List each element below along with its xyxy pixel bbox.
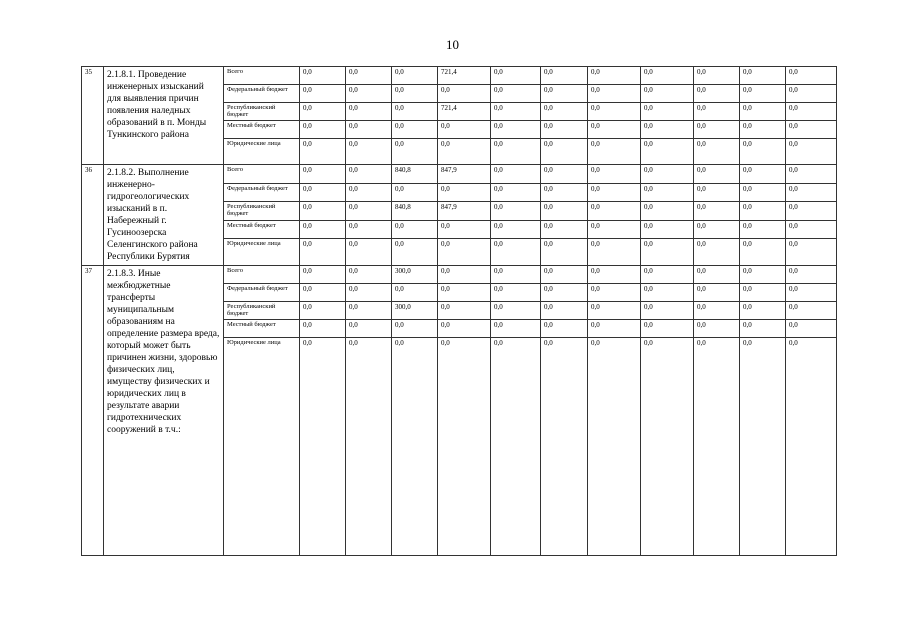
value-cell: 0,0 [641,266,694,284]
value-cell: 0,0 [491,165,541,184]
value-cell: 847,9 [438,202,491,221]
value-cell: 0,0 [740,284,786,302]
value-cell: 0,0 [740,165,786,184]
measure-name: 2.1.8.2. Выполнение инженерно-гидрогеологических изысканий в п. Набережный г. Гусиноозерска Селенгинского района Республики Бурятия [104,165,224,266]
value-cell: 0,0 [786,183,837,202]
value-cell: 0,0 [694,85,740,103]
value-cell: 0,0 [300,85,346,103]
value-cell: 0,0 [694,338,740,556]
value-cell: 0,0 [786,239,837,266]
value-cell: 0,0 [346,302,392,320]
value-cell: 0,0 [491,302,541,320]
value-cell: 0,0 [346,67,392,85]
value-cell: 0,0 [346,139,392,165]
table-row [82,266,837,284]
value-cell: 0,0 [541,139,588,165]
measure-name: 2.1.8.3. Иные межбюджетные трансферты муниципальным образованиям на определение размера вреда, который может быть причинен жизни, здоровью физических лиц, имуществу физических и юридических лиц в результате аварии гидротехнических сооружений в т.ч.: [104,266,224,556]
value-cell: 0,0 [786,103,837,121]
value-cell: 0,0 [786,338,837,556]
value-cell: 0,0 [641,165,694,184]
value-cell: 0,0 [300,239,346,266]
value-cell: 840,8 [392,165,438,184]
value-cell: 0,0 [491,320,541,338]
value-cell: 0,0 [491,284,541,302]
value-cell: 0,0 [694,202,740,221]
funding-source: Юридические лица [224,239,300,266]
value-cell: 0,0 [786,320,837,338]
value-cell: 721,4 [438,67,491,85]
value-cell: 0,0 [346,320,392,338]
value-cell: 0,0 [541,202,588,221]
value-cell: 0,0 [438,239,491,266]
value-cell: 0,0 [740,338,786,556]
value-cell: 0,0 [588,67,641,85]
value-cell: 0,0 [740,266,786,284]
value-cell: 0,0 [300,139,346,165]
value-cell: 0,0 [392,85,438,103]
funding-source: Всего [224,67,300,85]
value-cell: 0,0 [438,338,491,556]
value-cell: 0,0 [641,220,694,239]
value-cell: 0,0 [541,302,588,320]
value-cell: 0,0 [641,139,694,165]
row-number: 35 [82,67,104,165]
value-cell: 0,0 [346,165,392,184]
value-cell: 0,0 [694,320,740,338]
funding-source: Республиканский бюджет [224,302,300,320]
value-cell: 721,4 [438,103,491,121]
value-cell: 0,0 [491,183,541,202]
value-cell: 0,0 [786,202,837,221]
value-cell: 0,0 [541,284,588,302]
value-cell: 0,0 [491,338,541,556]
value-cell: 0,0 [541,220,588,239]
value-cell: 0,0 [300,183,346,202]
value-cell: 0,0 [491,202,541,221]
value-cell: 0,0 [346,85,392,103]
value-cell: 0,0 [392,183,438,202]
value-cell: 0,0 [588,103,641,121]
value-cell: 0,0 [786,165,837,184]
value-cell: 0,0 [740,139,786,165]
value-cell: 0,0 [491,239,541,266]
value-cell: 0,0 [740,220,786,239]
value-cell: 0,0 [588,302,641,320]
value-cell: 0,0 [438,302,491,320]
value-cell: 0,0 [740,320,786,338]
value-cell: 0,0 [300,284,346,302]
value-cell: 0,0 [346,202,392,221]
funding-source: Юридические лица [224,139,300,165]
value-cell: 0,0 [641,320,694,338]
value-cell: 0,0 [641,284,694,302]
value-cell: 0,0 [392,320,438,338]
value-cell: 0,0 [740,103,786,121]
value-cell: 0,0 [641,103,694,121]
value-cell: 0,0 [438,320,491,338]
value-cell: 0,0 [438,139,491,165]
value-cell: 0,0 [392,239,438,266]
value-cell: 0,0 [588,338,641,556]
value-cell: 0,0 [438,266,491,284]
value-cell: 300,0 [392,302,438,320]
value-cell: 0,0 [786,302,837,320]
value-cell: 0,0 [786,121,837,139]
value-cell: 0,0 [541,183,588,202]
value-cell: 0,0 [588,284,641,302]
value-cell: 0,0 [694,220,740,239]
value-cell: 0,0 [786,220,837,239]
value-cell: 0,0 [541,320,588,338]
value-cell: 0,0 [641,338,694,556]
value-cell: 300,0 [392,266,438,284]
value-cell: 0,0 [786,284,837,302]
value-cell: 0,0 [300,220,346,239]
value-cell: 0,0 [541,239,588,266]
funding-source: Республиканский бюджет [224,103,300,121]
value-cell: 0,0 [491,139,541,165]
value-cell: 0,0 [588,165,641,184]
value-cell: 0,0 [641,202,694,221]
value-cell: 0,0 [694,284,740,302]
value-cell: 0,0 [588,266,641,284]
funding-source: Местный бюджет [224,220,300,239]
value-cell: 0,0 [300,320,346,338]
value-cell: 0,0 [541,165,588,184]
funding-source: Местный бюджет [224,121,300,139]
value-cell: 0,0 [588,202,641,221]
value-cell: 0,0 [491,220,541,239]
value-cell: 0,0 [740,121,786,139]
value-cell: 0,0 [786,85,837,103]
value-cell: 847,9 [438,165,491,184]
value-cell: 0,0 [740,239,786,266]
funding-source: Местный бюджет [224,320,300,338]
value-cell: 0,0 [740,202,786,221]
value-cell: 0,0 [541,121,588,139]
value-cell: 0,0 [346,220,392,239]
measure-name: 2.1.8.1. Проведение инженерных изысканий для выявления причин появления наледных образований в п. Монды Тункинского района [104,67,224,165]
funding-source: Республиканский бюджет [224,202,300,221]
value-cell: 0,0 [641,85,694,103]
value-cell: 0,0 [491,85,541,103]
value-cell: 0,0 [694,266,740,284]
funding-source: Федеральный бюджет [224,85,300,103]
value-cell: 0,0 [300,338,346,556]
value-cell: 0,0 [694,103,740,121]
value-cell: 0,0 [694,67,740,85]
value-cell: 0,0 [588,121,641,139]
value-cell: 0,0 [694,239,740,266]
value-cell: 0,0 [694,183,740,202]
row-number: 36 [82,165,104,266]
value-cell: 840,8 [392,202,438,221]
value-cell: 0,0 [438,85,491,103]
funding-source: Федеральный бюджет [224,183,300,202]
value-cell: 0,0 [740,302,786,320]
value-cell: 0,0 [346,239,392,266]
value-cell: 0,0 [346,183,392,202]
value-cell: 0,0 [491,67,541,85]
value-cell: 0,0 [641,239,694,266]
value-cell: 0,0 [392,338,438,556]
value-cell: 0,0 [694,302,740,320]
value-cell: 0,0 [588,239,641,266]
value-cell: 0,0 [541,85,588,103]
value-cell: 0,0 [786,67,837,85]
value-cell: 0,0 [346,266,392,284]
value-cell: 0,0 [300,266,346,284]
value-cell: 0,0 [491,266,541,284]
value-cell: 0,0 [438,121,491,139]
value-cell: 0,0 [694,165,740,184]
value-cell: 0,0 [346,121,392,139]
value-cell: 0,0 [641,183,694,202]
value-cell: 0,0 [392,103,438,121]
funding-source: Всего [224,266,300,284]
page-number: 10 [446,37,459,52]
value-cell: 0,0 [438,284,491,302]
value-cell: 0,0 [740,67,786,85]
value-cell: 0,0 [300,202,346,221]
value-cell: 0,0 [541,266,588,284]
value-cell: 0,0 [346,284,392,302]
table-row [82,165,837,184]
value-cell: 0,0 [588,320,641,338]
value-cell: 0,0 [541,67,588,85]
value-cell: 0,0 [588,183,641,202]
value-cell: 0,0 [588,85,641,103]
value-cell: 0,0 [786,266,837,284]
value-cell: 0,0 [694,121,740,139]
value-cell: 0,0 [438,183,491,202]
value-cell: 0,0 [300,121,346,139]
value-cell: 0,0 [541,103,588,121]
value-cell: 0,0 [786,139,837,165]
funding-source: Федеральный бюджет [224,284,300,302]
value-cell: 0,0 [300,302,346,320]
value-cell: 0,0 [300,165,346,184]
value-cell: 0,0 [346,103,392,121]
value-cell: 0,0 [392,67,438,85]
budget-table [81,66,837,556]
value-cell: 0,0 [641,67,694,85]
table-row [82,67,837,85]
value-cell: 0,0 [300,67,346,85]
funding-source: Юридические лица [224,338,300,556]
value-cell: 0,0 [588,139,641,165]
value-cell: 0,0 [300,103,346,121]
value-cell: 0,0 [641,302,694,320]
value-cell: 0,0 [740,85,786,103]
value-cell: 0,0 [491,121,541,139]
value-cell: 0,0 [392,121,438,139]
value-cell: 0,0 [346,338,392,556]
funding-source: Всего [224,165,300,184]
row-number: 37 [82,266,104,556]
value-cell: 0,0 [588,220,641,239]
value-cell: 0,0 [491,103,541,121]
value-cell: 0,0 [740,183,786,202]
value-cell: 0,0 [392,220,438,239]
value-cell: 0,0 [641,121,694,139]
value-cell: 0,0 [438,220,491,239]
value-cell: 0,0 [694,139,740,165]
value-cell: 0,0 [392,139,438,165]
value-cell: 0,0 [541,338,588,556]
value-cell: 0,0 [392,284,438,302]
